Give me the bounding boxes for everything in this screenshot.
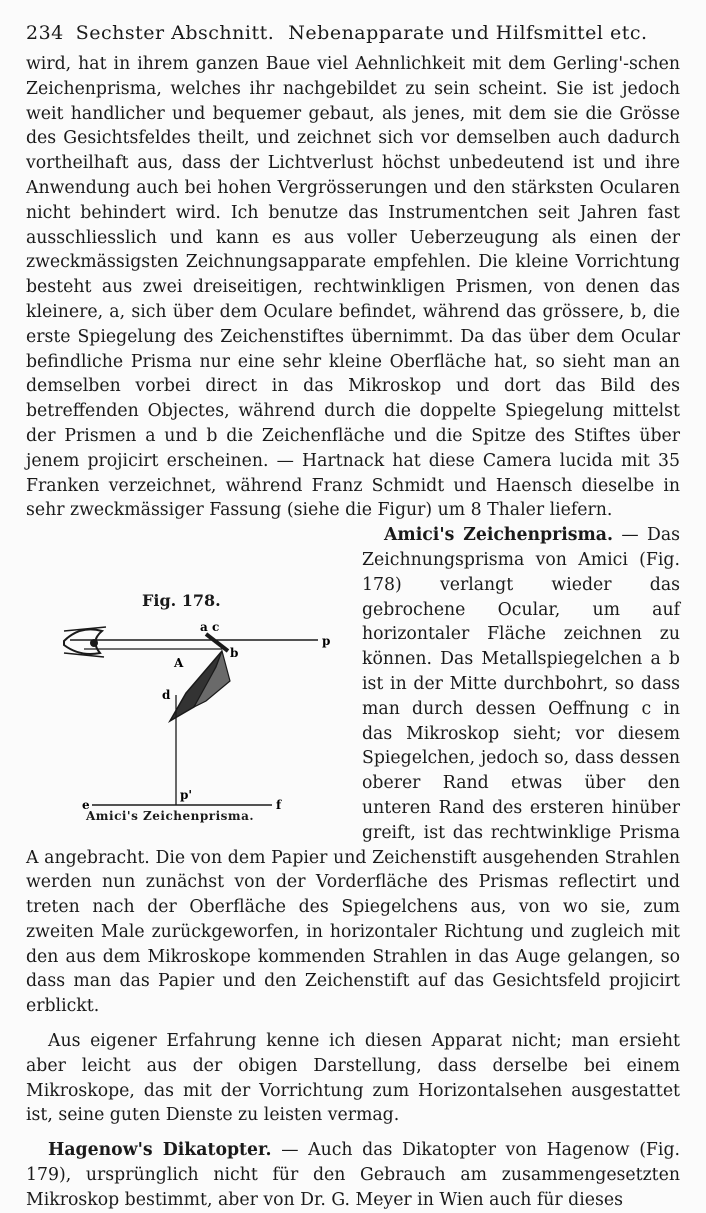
heading-amici: Amici's Zeichenprisma.: [384, 525, 614, 546]
hagenow-text: — Auch das Dikatopter von Hagenow (Fig. 179), ursprünglich nicht für den Gebrauch am zusammengesetzten Mikroskop bestimmt, aber von Dr. G. Meyer in Wien auch für dieses: [26, 1140, 681, 1210]
label-c: c: [212, 620, 220, 635]
heading-hagenow: Hagenow's Dikatopter.: [48, 1140, 272, 1161]
label-p: p: [322, 634, 331, 649]
paragraph-gerling: wird, hat in ihrem ganzen Baue viel Aehnlichkeit mit dem Gerling'-schen Zeichenprisma, welches ihr nachgebildet zu sein scheint. Sie ist jedoch weit handlicher und bequemer gebaut, als jenes, mit dem sie die Grösse des Gesichtsfeldes theilt, und zeichnet sich vor demselben auch dadurch vortheilhaft aus, dass der Lichtverlust höchst unbedeutend ist und ihre Anwendung auch bei hohen Vergrösserungen und den stärksten Ocularen nicht behindert wird. Ich benutze das Instrumentchen seit Jahren fast ausschliesslich und kann es aus voller Ueberzeugung als einen der zweckmässigsten Zeichnungsapparate empfehlen. Die kleine Vorrichtung besteht aus zwei dreiseitigen, rechtwinkligen Prismen, von denen das kleinere, a, sich über dem Oculare befindet, während das grössere, b, die erste Spiegelung des Zeichenstiftes übernimmt. Da das über dem Ocular befindliche Prisma nur eine sehr kleine Oberfläche hat, so sieht man an demselben vorbei direct in das Mikroskop und dort das Bild des betreffenden Objectes, während durch die doppelte Spiegelung mittelst der Prismen a und b die Zeichenfläche und die Spitze des Stiftes über jenem projicirt erscheinen. — Hartnack hat diese Camera lucida mit 35 Franken verzeichnet, während Franz Schmidt und Haensch dieselbe in sehr zweckmässiger Fassung (siehe die Figur) um 8 Thaler liefern.: [26, 54, 680, 521]
figure-178: [46, 591, 346, 823]
section-hagenow: [26, 1138, 680, 1212]
paragraph-erfahrung: Aus eigener Erfahrung kenne ich diesen Apparat nicht; man ersieht aber leicht aus der obigen Darstellung, dass derselbe bei einem Mikroskope, das mit der Vorrichtung zum Horizontalsehen ausgestattet ist, seine guten Dienste zu leisten vermag.: [26, 1031, 680, 1126]
section-erfahrung: [26, 1029, 680, 1128]
label-b: b: [230, 646, 239, 661]
label-e: e: [82, 798, 90, 813]
section-title: Sechster Abschnitt.: [75, 22, 275, 44]
figure-title: Fig. 178.: [142, 591, 221, 611]
label-d: d: [162, 688, 171, 703]
section-amici: [26, 523, 680, 1019]
figure-caption: Amici's Zeichenprisma.: [86, 809, 255, 824]
amici-intro-text: — Das Zeichnungsprisma von Amici (Fig. 178) verlangt wieder das gebrochene Ocular, um auf horizontaler Fläche zeichnen zu können. Das Metallspiegelchen a b ist in der Mitte durchbohrt, so dass man durch dessen Oeffnung c in das Mikroskop sieht; vor diesem Spiegelchen, jedoch so, dass dessen oberer Rand etwas über den unteren Rand des ersteren hinüber greift, ist das rechtwinklige Prisma A angebracht. Die von dem Papier und Zeichenstift ausgehenden Strahlen werden nun zunächst von der Vorderfläche des Prismas reflectirt und treten nach der Oberfläche des Spiegelchens aus, von wo sie, zum zweiten Male zurückgeworfen, in horizontaler Richtung und zugleich mit den aus dem Mikroskope kommenden Strahlen in das Auge gelangen, so dass man das Papier und den Zeichenstift auf das Gesichtsfeld projicirt erblickt.: [26, 525, 680, 1017]
page-number: 234: [26, 22, 64, 44]
label-A: A: [174, 656, 184, 671]
section-subject: Nebenapparate und Hilfsmittel etc.: [288, 22, 648, 44]
running-header: [26, 22, 680, 44]
label-p-prime: p': [180, 788, 193, 803]
label-a: a: [200, 620, 208, 635]
paragraph-hagenow: [26, 1138, 680, 1212]
label-f: f: [276, 798, 282, 813]
eye-icon: [64, 627, 106, 657]
amici-diagram: [46, 591, 346, 823]
